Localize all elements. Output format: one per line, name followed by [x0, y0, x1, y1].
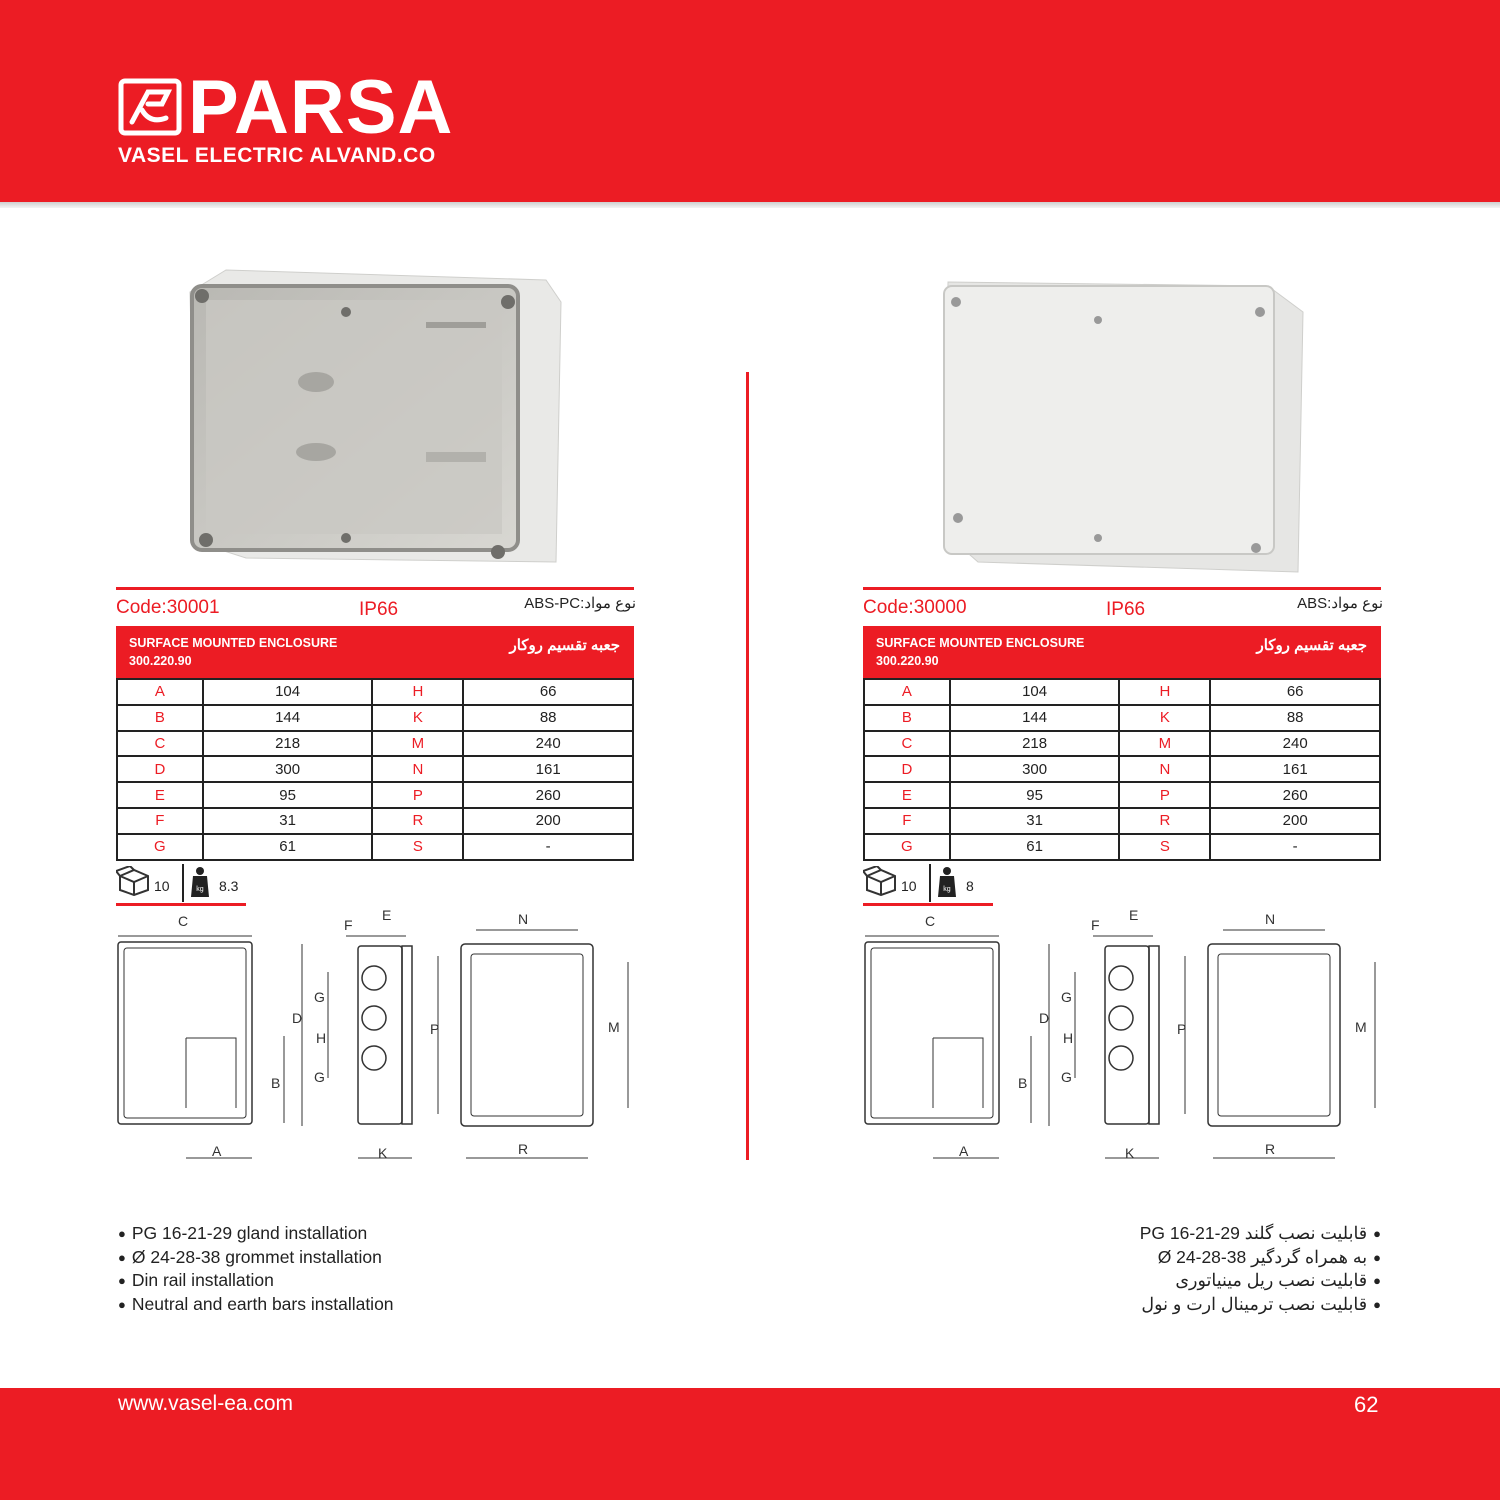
dim-label-d: D [1039, 1010, 1050, 1026]
dim-label-p: P [430, 1021, 440, 1037]
dim-label-c: C [925, 913, 936, 929]
enclosure-opaque-photo [938, 262, 1328, 582]
pack-quantity: 10 [901, 878, 917, 894]
dim-label-b: B [1018, 1075, 1028, 1091]
table-row: E 95 P 260 [117, 782, 633, 808]
dim-label-e: E [382, 908, 392, 923]
technical-drawing [863, 908, 1383, 1170]
ip-rating: IP66 [359, 599, 399, 620]
dim-label-f: F [344, 917, 353, 933]
table-row: E 95 P 260 [864, 782, 1380, 808]
product-code: Code:30001 [116, 597, 220, 618]
list-item: ● قابلیت نصب ترمینال ارت و نول [1140, 1293, 1383, 1317]
feature-list [116, 1222, 394, 1316]
list-item: ● Din rail installation [116, 1269, 394, 1293]
dim-label-k: K [378, 1145, 388, 1161]
pack-separator [182, 864, 184, 902]
dim-label-g2: G [1061, 1069, 1072, 1085]
dim-label-n: N [1265, 911, 1276, 927]
list-item: ● PG 16-21-29 gland installation [116, 1222, 394, 1246]
table-row: A 104 H 66 [117, 679, 633, 705]
title-persian: جعبه تقسیم روکار [1256, 637, 1367, 654]
title-english: SURFACE MOUNTED ENCLOSURE [876, 636, 1085, 650]
dim-label-g: G [314, 989, 325, 1005]
table-row: A 104 H 66 [864, 679, 1380, 705]
dim-label-e: E [1129, 908, 1139, 923]
list-item: ● قابلیت نصب گلند PG 16-21-29 [1140, 1222, 1383, 1246]
material-type: نوع مواد:ABS [1297, 595, 1383, 612]
feature-list [1140, 1222, 1383, 1316]
dim-label-g: G [1061, 989, 1072, 1005]
pack-weight: 8.3 [219, 878, 239, 894]
material-type: نوع مواد:ABS-PC [524, 595, 636, 612]
section-rule [863, 587, 1381, 590]
dim-label-f: F [1091, 917, 1100, 933]
dim-label-n: N [518, 911, 529, 927]
pack-weight: 8 [966, 878, 974, 894]
website-link[interactable]: www.vasel-ea.com [118, 1392, 294, 1415]
section-rule [116, 587, 634, 590]
dim-label-r: R [518, 1141, 529, 1157]
dim-label-c: C [178, 913, 189, 929]
pack-separator [929, 864, 931, 902]
table-row: G 61 S - [864, 834, 1380, 860]
dim-label-p: P [1177, 1021, 1187, 1037]
weight-icon [190, 866, 210, 898]
company-name: VASEL ELECTRIC ALVAND.CO [118, 144, 436, 167]
table-row: D 300 N 161 [117, 756, 633, 782]
dim-label-a: A [959, 1143, 969, 1159]
box-icon [863, 866, 899, 896]
table-row: C 218 M 240 [117, 731, 633, 757]
page-number: 62 [1354, 1392, 1379, 1417]
dim-label-h: H [316, 1030, 327, 1046]
list-item: ● به همراه گردگیر Ø 24-28-38 [1140, 1246, 1383, 1270]
pack-rule [116, 903, 246, 906]
product-code: Code:30000 [863, 597, 967, 618]
product-title-bar [863, 626, 1381, 678]
title-dimensions: 300.220.90 [129, 654, 192, 668]
svg-text:kg: kg [196, 886, 204, 893]
dim-label-a: A [212, 1143, 222, 1159]
table-row: F 31 R 200 [117, 808, 633, 834]
box-icon [116, 866, 152, 896]
dim-label-d: D [292, 1010, 303, 1026]
table-row: D 300 N 161 [864, 756, 1380, 782]
dim-label-m: M [608, 1019, 620, 1035]
title-english: SURFACE MOUNTED ENCLOSURE [129, 636, 338, 650]
table-row: B 144 K 88 [117, 705, 633, 731]
product-30001 [116, 0, 636, 1388]
center-divider [746, 372, 749, 1160]
enclosure-transparent-photo [186, 262, 576, 582]
dim-label-r: R [1265, 1141, 1276, 1157]
list-item: ● Ø 24-28-38 grommet installation [116, 1246, 394, 1270]
dim-label-h: H [1063, 1030, 1074, 1046]
dimensions-table [116, 678, 634, 861]
list-item: ● Neutral and earth bars installation [116, 1293, 394, 1317]
product-30000 [863, 0, 1383, 1388]
table-row: C 218 M 240 [864, 731, 1380, 757]
dim-label-g2: G [314, 1069, 325, 1085]
technical-drawing [116, 908, 636, 1170]
packaging-info [116, 864, 250, 902]
dim-label-k: K [1125, 1145, 1135, 1161]
ip-rating: IP66 [1106, 599, 1146, 620]
title-dimensions: 300.220.90 [876, 654, 939, 668]
dim-label-b: B [271, 1075, 281, 1091]
pack-quantity: 10 [154, 878, 170, 894]
brand-name: PARSA [188, 65, 454, 150]
table-row: F 31 R 200 [864, 808, 1380, 834]
title-persian: جعبه تقسیم روکار [509, 637, 620, 654]
pack-rule [863, 903, 993, 906]
weight-icon [937, 866, 957, 898]
table-row: B 144 K 88 [864, 705, 1380, 731]
dim-label-m: M [1355, 1019, 1367, 1035]
svg-text:kg: kg [943, 886, 951, 893]
packaging-info [863, 864, 997, 902]
list-item: ● قابلیت نصب ریل مینیاتوری [1140, 1269, 1383, 1293]
table-row: G 61 S - [117, 834, 633, 860]
dimensions-table [863, 678, 1381, 861]
product-title-bar [116, 626, 634, 678]
